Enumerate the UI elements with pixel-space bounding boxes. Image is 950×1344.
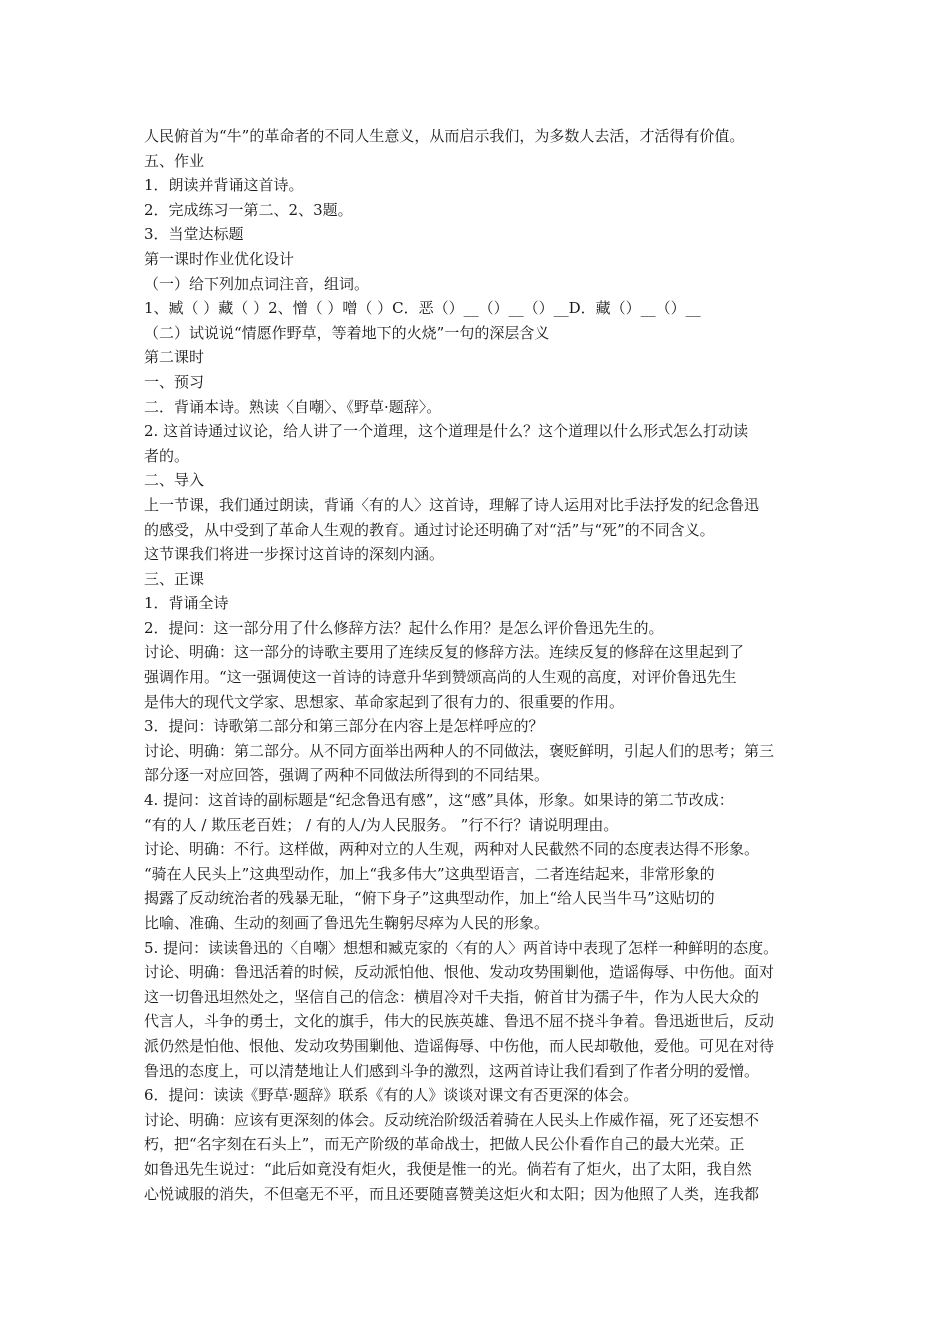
text-line: 一、预习 [144, 372, 205, 391]
text-line: 讨论、明确：第二部分。从不同方面举出两种人的不同做法，褒贬鲜明，引起人们的思考；第三 [144, 741, 775, 760]
text-line: 1．朗读并背诵这首诗。 [144, 176, 304, 195]
text-line: （一）给下列加点词注音，组词。 [144, 274, 370, 293]
text-line: 心悦诚服的消失，不但毫无不平，而且还要随喜赞美这炬火和太阳；因为他照了人类，连我都 [144, 1184, 760, 1203]
text-line: 讨论、明确：鲁迅活着的时候，反动派怕他、恨他、发动攻势围剿他，造谣侮辱、中伤他。面对 [144, 963, 775, 982]
text-line: 揭露了反动统治者的残暴无耻，“俯下身子”这典型动作，加上“给人民当牛马”这贴切的 [144, 889, 715, 908]
text-line: 是伟大的现代文学家、思想家、革命家起到了很有力的、很重要的作用。 [144, 692, 625, 711]
text-line: 朽，把“名字刻在石头上”，而无产阶级的革命战士，把做人民公仆看作自己的最大光荣。正 [144, 1135, 745, 1154]
text-line: 讨论、明确：应该有更深刻的体会。反动统治阶级活着骑在人民头上作威作福，死了还妄想不 [144, 1110, 760, 1129]
text-line: 第一课时作业优化设计 [144, 249, 295, 268]
text-line: 讨论、明确：这一部分的诗歌主要用了连续反复的修辞方法。连续反复的修辞在这里起到了 [144, 643, 745, 662]
text-line: 第二课时 [144, 348, 205, 367]
text-line: 代言人，斗争的勇士，文化的旗手，伟大的民族英雄、鲁迅不屈不挠斗争着。鲁迅逝世后，反动 [144, 1012, 775, 1031]
text-line: 二．背诵本诗。熟读〈自嘲〉、《野草·题辞〉。 [144, 397, 442, 416]
text-line: 二、导入 [144, 471, 205, 490]
text-line: 部分逐一对应回答，强调了两种不同做法所得到的不同结果。 [144, 766, 550, 785]
text-line: 派仍然是怕他、恨他、发动攻势围剿他、造谣侮辱、中伤他，而人民却敬他，爱他。可见在对待 [144, 1036, 775, 1055]
document-body [144, 124, 816, 1206]
text-line: 讨论、明确：不行。这样做，两种对立的人生观，两种对人民截然不同的态度表达得不形象。 [144, 840, 760, 859]
text-line: 强调作用。“这一强调使这一首诗的诗意升华到赞颂高尚的人生观的高度，对评价鲁迅先生 [144, 668, 737, 687]
text-line: 2．提问：这一部分用了什么修辞方法？起什么作用？是怎么评价鲁迅先生的。 [144, 618, 664, 637]
text-line: 五、作业 [144, 151, 205, 170]
text-line: 上一节课，我们通过朗读，背诵〈有的人〉这首诗，理解了诗人运用对比手法抒发的纪念鲁迅 [144, 495, 760, 514]
text-line: 3．当堂达标题 [144, 225, 244, 244]
text-line: 者的。 [144, 446, 190, 465]
text-line: “骑在人民头上”这典型动作，加上“我多伟大”这典型语言，二者连结起来，非常形象的 [144, 864, 715, 883]
text-line: 6．提问：读读《野草·题辞》联系《有的人》谈谈对课文有否更深的体会。 [144, 1086, 639, 1105]
text-line: 三、正课 [144, 569, 205, 588]
text-line: “有的人 / 欺压老百姓； / 有的人/为人民服务。 ”行不行？请说明理由。 [144, 815, 619, 834]
text-line: 2. 这首诗通过议论，给人讲了一个道理，这个道理是什么？这个道理以什么形式怎么打动读 [144, 422, 749, 441]
text-line: （二）试说说“情愿作野草，等着地下的火烧”一句的深层含义 [144, 323, 550, 342]
text-line: 如鲁迅先生说过：“此后如竟没有炬火，我便是惟一的光。倘若有了炬火，出了太阳，我自然 [144, 1159, 752, 1178]
text-line: 1．背诵全诗 [144, 594, 229, 613]
text-line: 的感受，从中受到了革命人生观的教育。通过讨论还明确了对“活”与“死”的不同含义。 [144, 520, 715, 539]
text-line: 5. 提问：读读鲁迅的〈自嘲〉想想和臧克家的〈有的人〉两首诗中表现了怎样一种鲜明的态度。 [144, 938, 779, 957]
text-line: 人民俯首为“牛”的革命者的不同人生意义，从而启示我们，为多数人去活，才活得有价值。 [144, 127, 745, 145]
text-line: 这一切鲁迅坦然处之，坚信自己的信念：横眉冷对千夫指，俯首甘为孺子牛，作为人民大众的 [144, 987, 760, 1006]
text-line: 4. 提问：这首诗的副标题是“纪念鲁迅有感”，这“感”具体，形象。如果诗的第二节改成： [144, 791, 734, 810]
text-line: 鲁迅的态度上，可以清楚地让人们感到斗争的激烈，这两首诗让我们看到了作者分明的爱憎。 [144, 1061, 760, 1080]
text-line: 这节课我们将进一步探讨这首诗的深刻内涵。 [144, 545, 445, 564]
text-line: 3．提问：诗歌第二部分和第三部分在内容上是怎样呼应的？ [144, 717, 544, 736]
text-line: 2．完成练习一第二、2、3题。 [144, 200, 353, 219]
text-line: 比喻、准确、生动的刻画了鲁迅先生鞠躬尽瘁为人民的形象。 [144, 914, 550, 932]
text-line: 1、臧（ ）藏（ ）2、憎（ ）噌（ ）C．恶（）__（）__（）__D．藏（）__（）__ [144, 299, 701, 318]
